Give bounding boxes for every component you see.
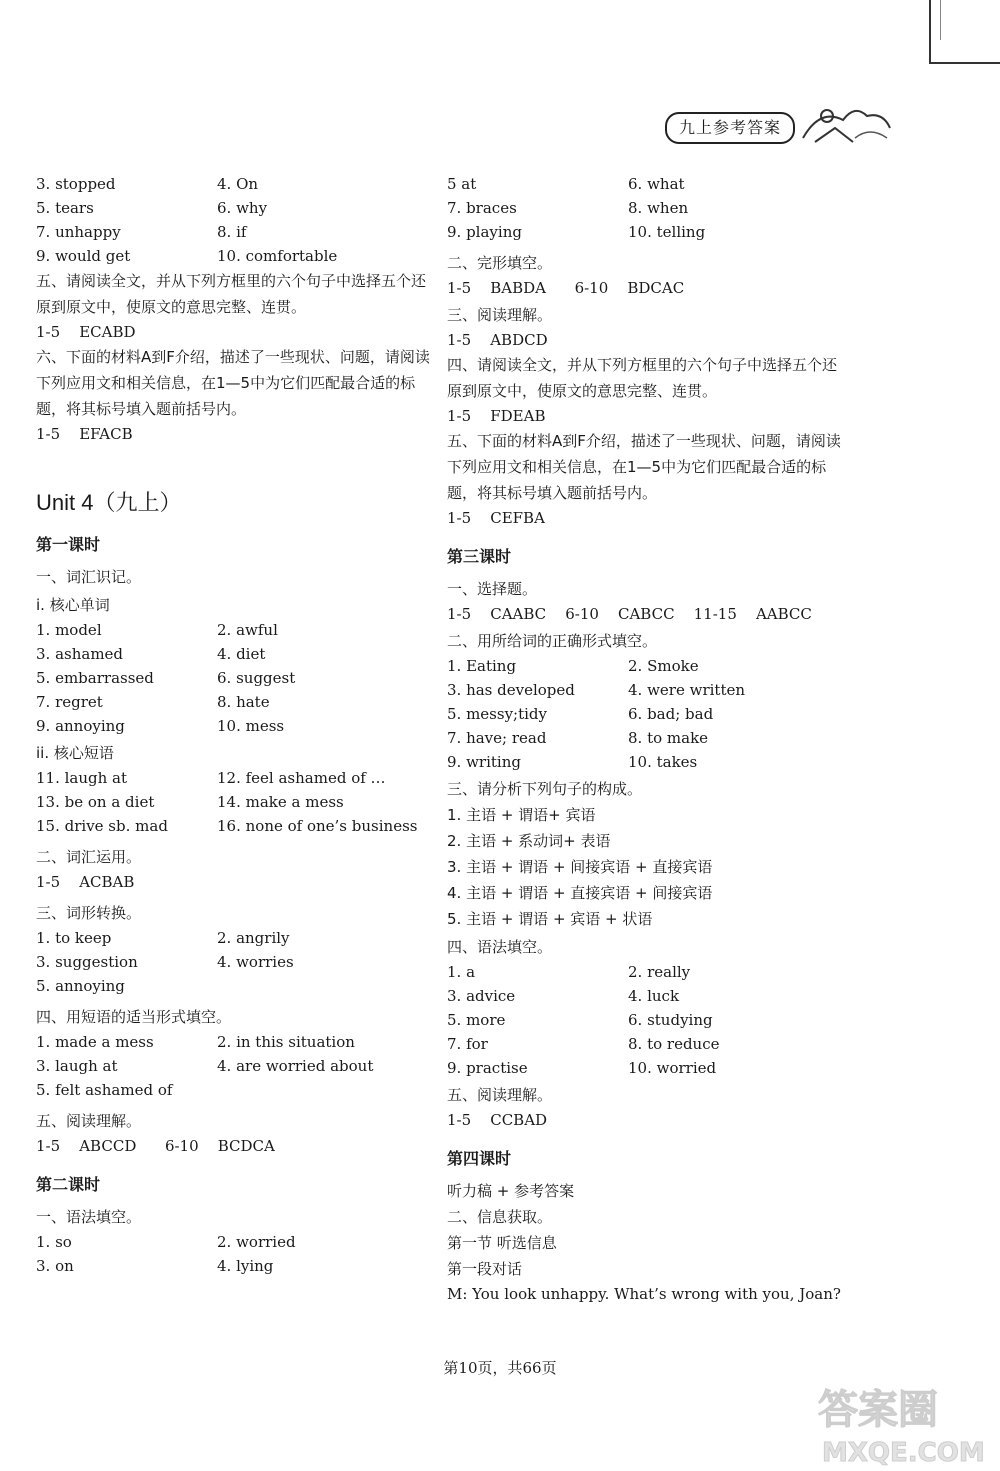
answer-row: 1. so 2. worried [36,1233,296,1251]
answer-row: 5. annoying [36,977,125,995]
answer-row: 5. more 6. studying [447,1011,713,1029]
subsection-heading: ii. 核心短语 [36,744,114,762]
page-number: 第10页，共66页 [443,1359,557,1377]
unit-title: Unit 4（九上） [36,490,182,515]
answer-row: 1. to keep 2. angrily [36,929,290,947]
subsection-heading: 第一节 听选信息 [447,1234,557,1252]
answer-line: 1-5 BABDA 6-10 BDCAC [447,279,685,297]
watermark-logo [808,1375,988,1470]
answer-line: 1-5 ACBAB [36,873,135,891]
left-column [36,172,436,1278]
section-instruction: 五、请阅读全文，并从下列方框里的六个句子中选择五个还原到原文中，使原文的意思完整、连贯。 [36,272,427,316]
answer-row: 3. advice 4. luck [447,987,680,1005]
answer-row: 11. laugh at 12. feel ashamed of … [36,769,386,787]
answer-row: 1. model 2. awful [36,621,278,639]
lesson-heading: 第三课时 [447,547,512,566]
analysis-item: 3. 主语 + 谓语 + 间接宾语 + 直接宾语 [447,858,713,876]
section-heading: 二、完形填空。 [447,254,553,272]
answer-row: 1. Eating 2. Smoke [447,657,699,675]
answer-line: 1-5 CAABC 6-10 CABCC 11-15 AABCC [447,605,812,623]
answer-row: 7. for 8. to reduce [447,1035,720,1053]
answer-row: 5. messy;tidy 6. bad; bad [447,705,714,723]
section-heading: 五、阅读理解。 [447,1086,553,1104]
answer-row: 3. stopped 4. On [36,175,259,193]
section-heading: 五、阅读理解。 [36,1112,142,1130]
answer-row: 9. would get 10. comfortable [36,247,338,265]
analysis-item: 2. 主语 + 系动词+ 表语 [447,832,611,850]
answer-row: 3. ashamed 4. diet [36,645,266,663]
text-line: 听力稿 + 参考答案 [447,1182,575,1200]
section-heading: 一、词汇识记。 [36,568,142,586]
crop-mark-horizontal [929,62,1000,64]
answer-row: 5. tears 6. why [36,199,268,217]
answer-row: 7. regret 8. hate [36,693,270,711]
dialogue-line: M: You look unhappy. What’s wrong with you, Joan? [447,1285,841,1303]
subsection-heading: 第一段对话 [447,1260,523,1278]
answer-line: 1-5 ECABD [36,323,136,341]
section-heading: 三、请分析下列句子的构成。 [447,780,643,798]
answer-row: 3. laugh at 4. are worried about [36,1057,374,1075]
answer-line: 1-5 EFACB [36,425,133,443]
lesson-heading: 第一课时 [36,535,101,554]
right-column [447,172,847,1306]
answer-line: 1-5 FDEAB [447,407,546,425]
analysis-item: 4. 主语 + 谓语 + 直接宾语 + 间接宾语 [447,884,713,902]
answer-row: 3. has developed 4. were written [447,681,746,699]
section-instruction: 五、下面的材料A到F介绍，描述了一些现状、问题，请阅读下列应用文和相关信息，在1—5中为它们匹配最合适的标题，将其标号填入题前括号内。 [447,432,841,502]
watermark-text: 答案圈 [818,1387,938,1433]
section-heading: 二、用所给词的正确形式填空。 [447,632,658,650]
answer-row: 13. be on a diet 14. make a mess [36,793,344,811]
section-instruction: 四、请阅读全文，并从下列方框里的六个句子中选择五个还原到原文中，使原文的意思完整、连贯。 [447,356,838,400]
answer-row: 9. practise 10. worried [447,1059,717,1077]
section-heading: 四、语法填空。 [447,938,553,956]
answer-line: 1-5 CEFBA [447,509,545,527]
header-badge: 九上参考答案 [665,112,795,144]
answer-row: 7. braces 8. when [447,199,689,217]
answer-row: 1. a 2. really [447,963,691,981]
crop-mark-vertical-thin [940,0,941,40]
answer-line: 1-5 ABCCD 6-10 BCDCA [36,1137,275,1155]
answer-row: 5. embarrassed 6. suggest [36,669,296,687]
crop-mark-vertical [929,0,931,64]
section-heading: 一、选择题。 [447,580,538,598]
analysis-item: 5. 主语 + 谓语 + 宾语 + 状语 [447,910,653,928]
section-heading: 二、词汇运用。 [36,848,142,866]
section-heading: 三、阅读理解。 [447,306,553,324]
subsection-heading: i. 核心单词 [36,596,110,614]
answer-row: 1. made a mess 2. in this situation [36,1033,355,1051]
answer-row: 9. writing 10. takes [447,753,698,771]
analysis-item: 1. 主语 + 谓语+ 宾语 [447,806,596,824]
lesson-heading: 第二课时 [36,1175,101,1194]
answer-row: 9. annoying 10. mess [36,717,285,735]
answer-line: 1-5 ABDCD [447,331,548,349]
section-instruction: 六、下面的材料A到F介绍，描述了一些现状、问题，请阅读下列应用文和相关信息，在1—5中为它们匹配最合适的标题，将其标号填入题前括号内。 [36,348,430,418]
section-heading: 二、信息获取。 [447,1208,553,1226]
watermark-url: MXQE.COM [822,1438,985,1468]
answer-row: 3. on 4. lying [36,1257,274,1275]
answer-row: 7. unhappy 8. if [36,223,247,241]
answer-row: 15. drive sb. mad 16. none of one’s business [36,817,418,835]
mascot-logo-icon [795,98,895,146]
answer-row: 5. felt ashamed of [36,1081,173,1099]
section-heading: 四、用短语的适当形式填空。 [36,1008,232,1026]
lesson-heading: 第四课时 [447,1149,512,1168]
answer-row: 9. playing 10. telling [447,223,706,241]
answer-row: 5 at 6. what [447,175,685,193]
section-heading: 三、词形转换。 [36,904,142,922]
answer-row: 7. have; read 8. to make [447,729,709,747]
section-heading: 一、语法填空。 [36,1208,142,1226]
answer-row: 3. suggestion 4. worries [36,953,294,971]
answer-line: 1-5 CCBAD [447,1111,548,1129]
